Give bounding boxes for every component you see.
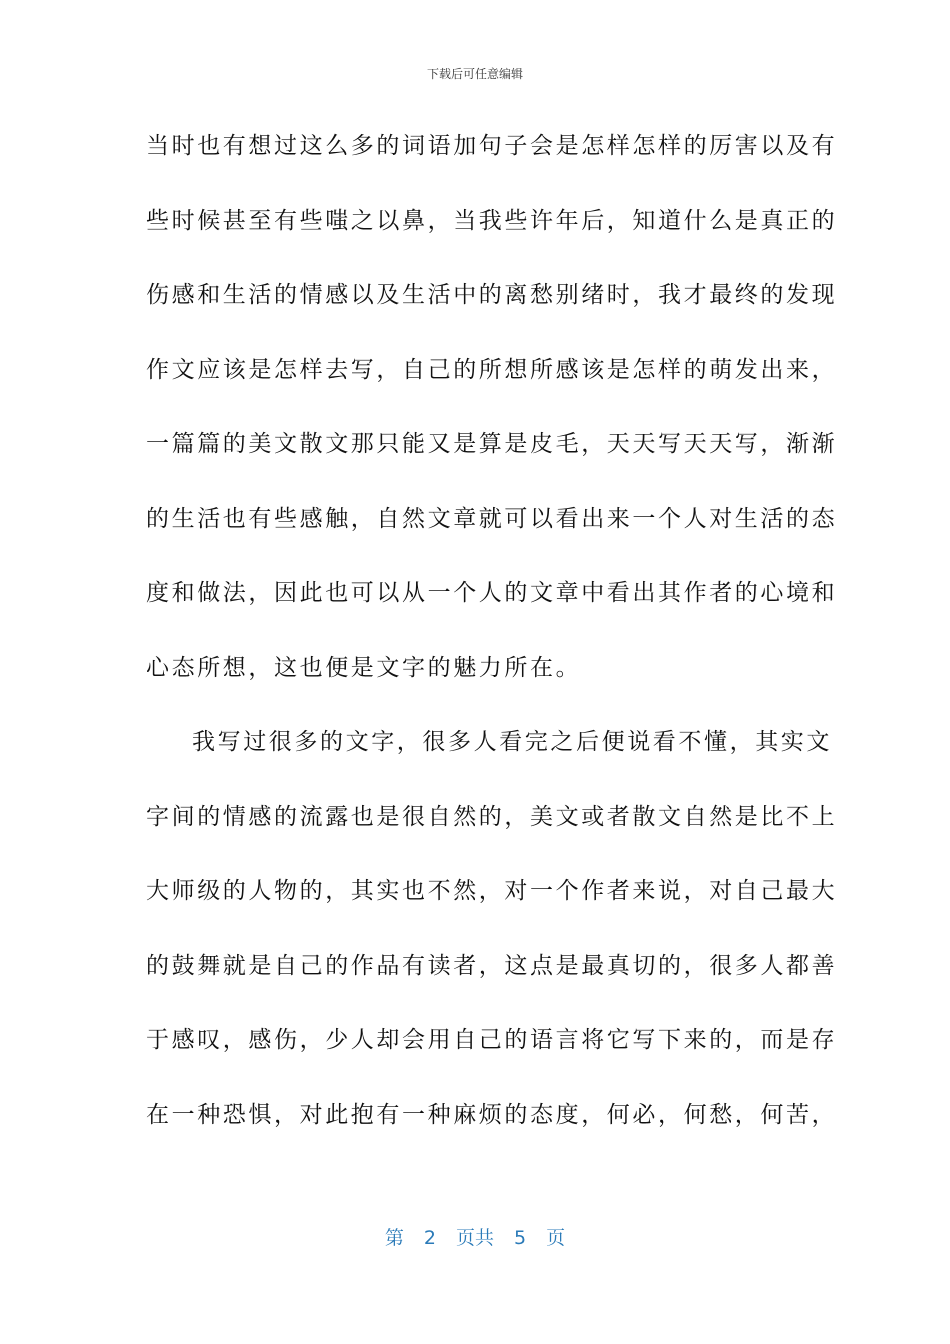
text-line: 字间的情感的流露也是很自然的，美文或者散文自然是比不上 — [146, 803, 838, 830]
text-line: 我写过很多的文字，很多人看完之后便说看不懂，其实文 — [192, 729, 832, 755]
text-line: 心态所想，这也便是文字的魅力所在。 — [146, 654, 582, 681]
text-line: 一篇篇的美文散文那只能又是算是皮毛，天天写天天写，渐渐 — [146, 431, 838, 457]
text-line: 的生活也有些感触，自然文章就可以看出来一个人对生活的态 — [146, 505, 838, 532]
text-line: 当时也有想过这么多的词语加句子会是怎样怎样的厉害以及有 — [146, 133, 838, 159]
text-line: 在一种恐惧，对此抱有一种麻烦的态度，何必，何愁，何苦， — [146, 1101, 838, 1128]
text-line: 伤感和生活的情感以及生活中的离愁别绪时，我才最终的发现 — [146, 282, 838, 308]
page-header: 下载后可任意编辑 — [426, 67, 523, 81]
text-line: 的鼓舞就是自己的作品有读者，这点是最真切的，很多人都善 — [146, 952, 838, 979]
paragraph-2 — [146, 722, 838, 1169]
text-line: 些时候甚至有些嗤之以鼻，当我些许年后，知道什么是真正的 — [146, 207, 838, 234]
text-line: 作文应该是怎样去写，自己的所想所感该是怎样的萌发出来， — [146, 356, 838, 383]
paragraph-1 — [146, 126, 838, 722]
text-line: 于感叹，感伤，少人却会用自己的语言将它写下来的，而是存 — [146, 1027, 838, 1053]
page-number-footer: 第 2 页共 5 页 — [384, 1227, 566, 1249]
text-line: 大师级的人物的，其实也不然，对一个作者来说，对自己最大 — [146, 878, 838, 904]
document-body — [146, 126, 838, 1169]
text-line: 度和做法，因此也可以从一个人的文章中看出其作者的心境和 — [146, 580, 838, 606]
